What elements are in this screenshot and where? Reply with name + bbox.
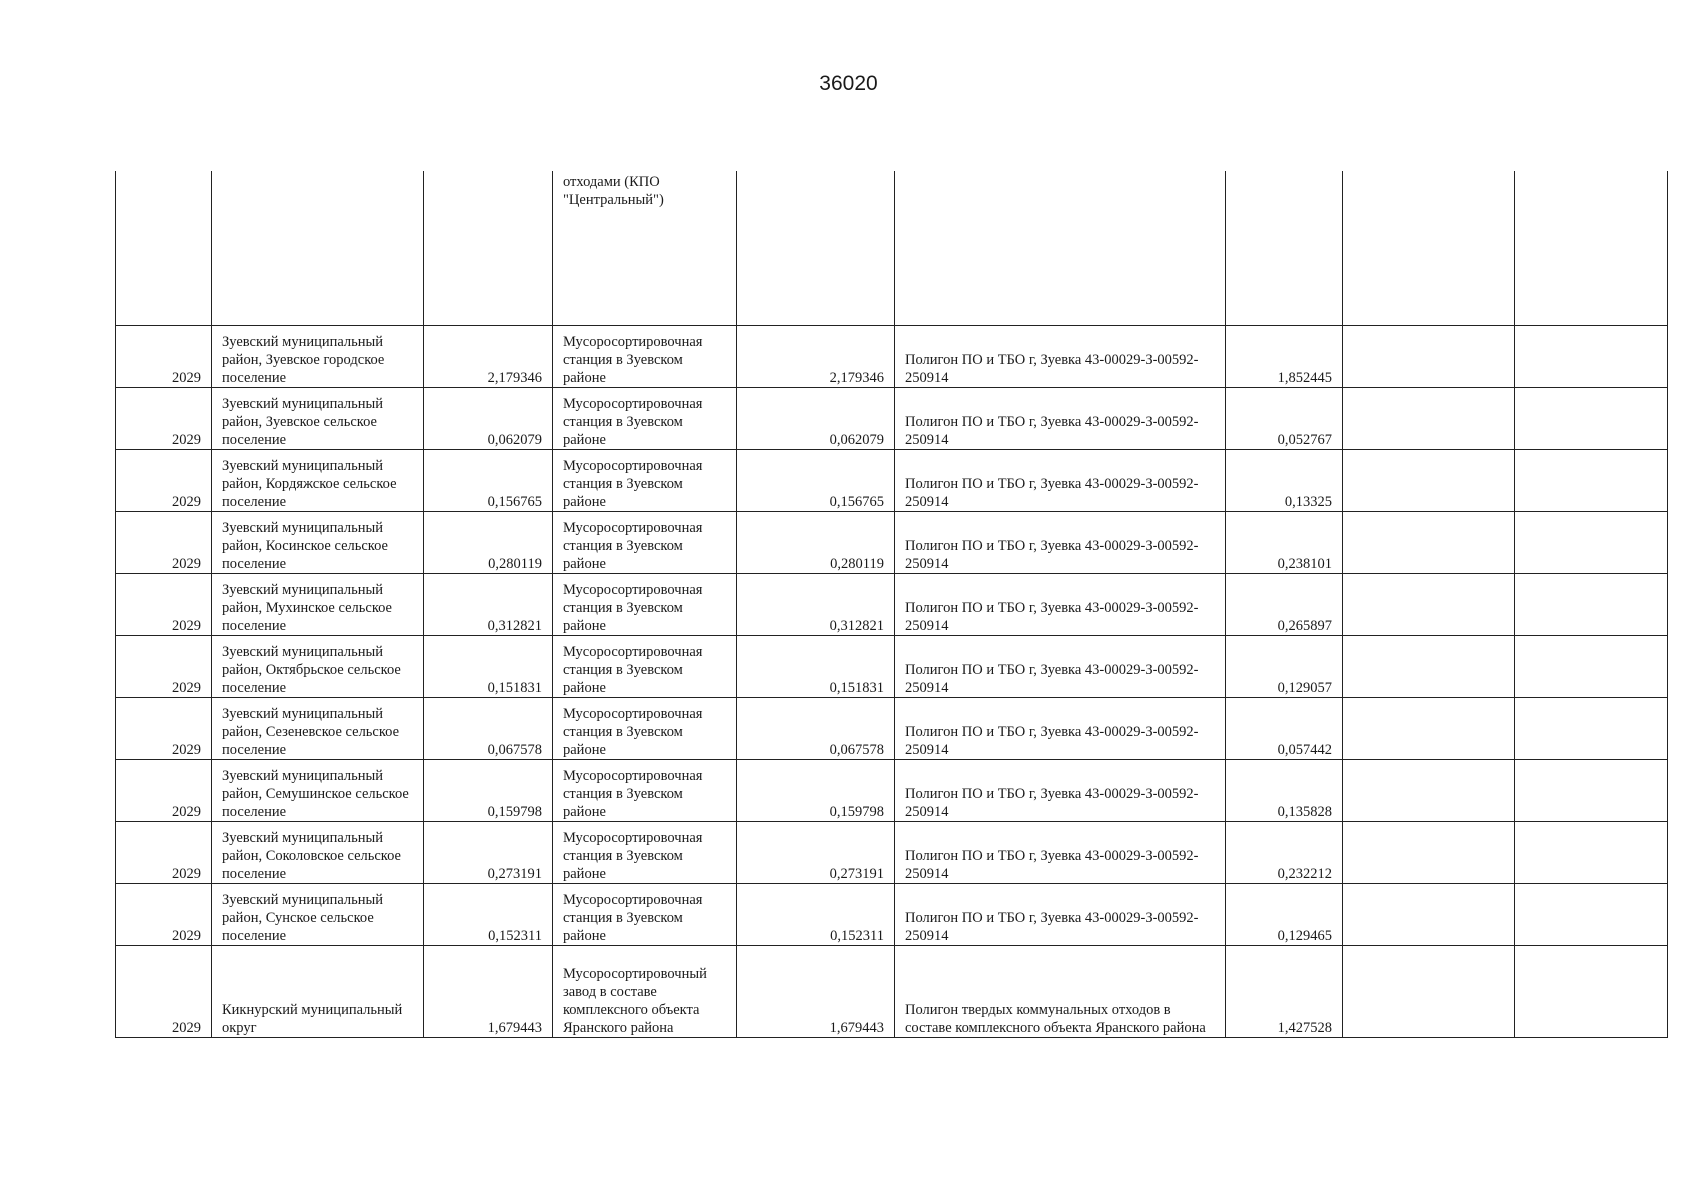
cell-empty-2 (1515, 821, 1668, 883)
table-row (116, 759, 1668, 821)
cell-facility-volume: 0,062079 (737, 387, 895, 449)
cell-year (116, 171, 212, 325)
cell-municipality: Зуевский муниципальный район, Семушинское сельское поселение (212, 759, 424, 821)
cell-landfill-volume: 0,232212 (1226, 821, 1343, 883)
cell-facility-volume: 0,151831 (737, 635, 895, 697)
cell-facility-volume: 0,156765 (737, 449, 895, 511)
cell-facility-volume: 0,067578 (737, 697, 895, 759)
cell-landfill-volume: 0,129465 (1226, 883, 1343, 945)
cell-empty-1 (1343, 635, 1515, 697)
cell-landfill-volume: 0,13325 (1226, 449, 1343, 511)
cell-year: 2029 (116, 449, 212, 511)
cell-landfill: Полигон ПО и ТБО г, Зуевка 43-00029-З-00592-250914 (895, 759, 1226, 821)
cell-empty-1 (1343, 821, 1515, 883)
cell-municipality: Зуевский муниципальный район, Октябрьское сельское поселение (212, 635, 424, 697)
cell-empty-2 (1515, 573, 1668, 635)
cell-facility-volume: 1,679443 (737, 945, 895, 1037)
cell-landfill-volume: 1,427528 (1226, 945, 1343, 1037)
cell-facility-volume: 0,159798 (737, 759, 895, 821)
cell-landfill: Полигон ПО и ТБО г, Зуевка 43-00029-З-00592-250914 (895, 449, 1226, 511)
cell-facility-volume: 0,280119 (737, 511, 895, 573)
cell-volume (424, 171, 553, 325)
cell-facility-volume: 0,312821 (737, 573, 895, 635)
cell-landfill-volume (1226, 171, 1343, 325)
cell-empty-2 (1515, 759, 1668, 821)
cell-facility: Мусоросортировочная станция в Зуевском районе (553, 573, 737, 635)
cell-empty-2 (1515, 171, 1668, 325)
table-row (116, 573, 1668, 635)
cell-facility: Мусоросортировочная станция в Зуевском районе (553, 821, 737, 883)
cell-empty-1 (1343, 387, 1515, 449)
cell-landfill: Полигон ПО и ТБО г, Зуевка 43-00029-З-00592-250914 (895, 883, 1226, 945)
cell-facility: Мусоросортировочная станция в Зуевском районе (553, 387, 737, 449)
cell-empty-1 (1343, 325, 1515, 387)
table-row (116, 635, 1668, 697)
cell-landfill: Полигон ПО и ТБО г, Зуевка 43-00029-З-00592-250914 (895, 325, 1226, 387)
cell-landfill-volume: 0,135828 (1226, 759, 1343, 821)
cell-facility: Мусоросортировочная станция в Зуевском районе (553, 511, 737, 573)
cell-facility: Мусоросортировочная станция в Зуевском районе (553, 883, 737, 945)
cell-facility-volume: 2,179346 (737, 325, 895, 387)
cell-year: 2029 (116, 697, 212, 759)
cell-municipality: Зуевский муниципальный район, Соколовское сельское поселение (212, 821, 424, 883)
cell-empty-2 (1515, 697, 1668, 759)
cell-volume: 0,156765 (424, 449, 553, 511)
cell-municipality (212, 171, 424, 325)
cell-year: 2029 (116, 573, 212, 635)
continuation-row (116, 171, 1668, 325)
cell-municipality: Зуевский муниципальный район, Зуевское сельское поселение (212, 387, 424, 449)
table-row (116, 821, 1668, 883)
cell-facility: Мусоросортировочная станция в Зуевском районе (553, 759, 737, 821)
cell-empty-1 (1343, 449, 1515, 511)
cell-empty-1 (1343, 759, 1515, 821)
table-row (116, 697, 1668, 759)
cell-empty-2 (1515, 325, 1668, 387)
cell-year: 2029 (116, 883, 212, 945)
cell-volume: 0,159798 (424, 759, 553, 821)
cell-empty-1 (1343, 697, 1515, 759)
cell-empty-2 (1515, 883, 1668, 945)
cell-facility-volume (737, 171, 895, 325)
cell-facility-volume: 0,273191 (737, 821, 895, 883)
cell-municipality: Зуевский муниципальный район, Сунское сельское поселение (212, 883, 424, 945)
cell-landfill: Полигон ПО и ТБО г, Зуевка 43-00029-З-00592-250914 (895, 635, 1226, 697)
cell-year: 2029 (116, 821, 212, 883)
cell-municipality: Зуевский муниципальный район, Зуевское городское поселение (212, 325, 424, 387)
cell-facility: отходами (КПО "Центральный") (553, 171, 737, 325)
cell-facility: Мусоросортировочная станция в Зуевском районе (553, 635, 737, 697)
cell-empty-1 (1343, 945, 1515, 1037)
cell-landfill-volume: 0,265897 (1226, 573, 1343, 635)
table-row (116, 325, 1668, 387)
cell-empty-1 (1343, 171, 1515, 325)
cell-landfill: Полигон ПО и ТБО г, Зуевка 43-00029-З-00592-250914 (895, 821, 1226, 883)
cell-facility-volume: 0,152311 (737, 883, 895, 945)
table-row (116, 945, 1668, 1037)
cell-landfill-volume: 0,238101 (1226, 511, 1343, 573)
cell-landfill: Полигон ПО и ТБО г, Зуевка 43-00029-З-00592-250914 (895, 511, 1226, 573)
cell-year: 2029 (116, 511, 212, 573)
cell-volume: 2,179346 (424, 325, 553, 387)
cell-empty-2 (1515, 945, 1668, 1037)
cell-landfill: Полигон ПО и ТБО г, Зуевка 43-00029-З-00592-250914 (895, 697, 1226, 759)
table-body (116, 171, 1668, 1037)
cell-volume: 0,280119 (424, 511, 553, 573)
cell-municipality: Зуевский муниципальный район, Кордяжское сельское поселение (212, 449, 424, 511)
cell-landfill-volume: 1,852445 (1226, 325, 1343, 387)
cell-year: 2029 (116, 635, 212, 697)
cell-municipality: Зуевский муниципальный район, Мухинское сельское поселение (212, 573, 424, 635)
cell-landfill (895, 171, 1226, 325)
cell-year: 2029 (116, 325, 212, 387)
table-row (116, 387, 1668, 449)
cell-year: 2029 (116, 387, 212, 449)
cell-facility: Мусоросортировочная станция в Зуевском районе (553, 325, 737, 387)
cell-landfill-volume: 0,052767 (1226, 387, 1343, 449)
cell-empty-2 (1515, 635, 1668, 697)
cell-empty-2 (1515, 449, 1668, 511)
cell-landfill: Полигон ПО и ТБО г, Зуевка 43-00029-З-00592-250914 (895, 573, 1226, 635)
cell-year: 2029 (116, 945, 212, 1037)
page-number: 36020 (819, 72, 878, 95)
cell-municipality: Зуевский муниципальный район, Косинское сельское поселение (212, 511, 424, 573)
table-row (116, 511, 1668, 573)
cell-volume: 0,067578 (424, 697, 553, 759)
cell-landfill: Полигон ПО и ТБО г, Зуевка 43-00029-З-00592-250914 (895, 387, 1226, 449)
cell-landfill: Полигон твердых коммунальных отходов в составе комплексного объекта Яранского района (895, 945, 1226, 1037)
cell-municipality: Кикнурский муниципальный округ (212, 945, 424, 1037)
cell-facility: Мусоросортировочный завод в составе комплексного объекта Яранского района (553, 945, 737, 1037)
cell-empty-2 (1515, 387, 1668, 449)
cell-municipality: Зуевский муниципальный район, Сезеневское сельское поселение (212, 697, 424, 759)
data-table (115, 171, 1668, 1038)
cell-volume: 0,151831 (424, 635, 553, 697)
cell-facility: Мусоросортировочная станция в Зуевском районе (553, 697, 737, 759)
cell-empty-1 (1343, 511, 1515, 573)
table-row (116, 449, 1668, 511)
cell-volume: 0,312821 (424, 573, 553, 635)
table-row (116, 883, 1668, 945)
cell-volume: 0,152311 (424, 883, 553, 945)
cell-empty-1 (1343, 573, 1515, 635)
cell-facility: Мусоросортировочная станция в Зуевском районе (553, 449, 737, 511)
cell-landfill-volume: 0,057442 (1226, 697, 1343, 759)
cell-empty-2 (1515, 511, 1668, 573)
cell-year: 2029 (116, 759, 212, 821)
cell-volume: 1,679443 (424, 945, 553, 1037)
cell-landfill-volume: 0,129057 (1226, 635, 1343, 697)
cell-empty-1 (1343, 883, 1515, 945)
cell-volume: 0,273191 (424, 821, 553, 883)
cell-volume: 0,062079 (424, 387, 553, 449)
